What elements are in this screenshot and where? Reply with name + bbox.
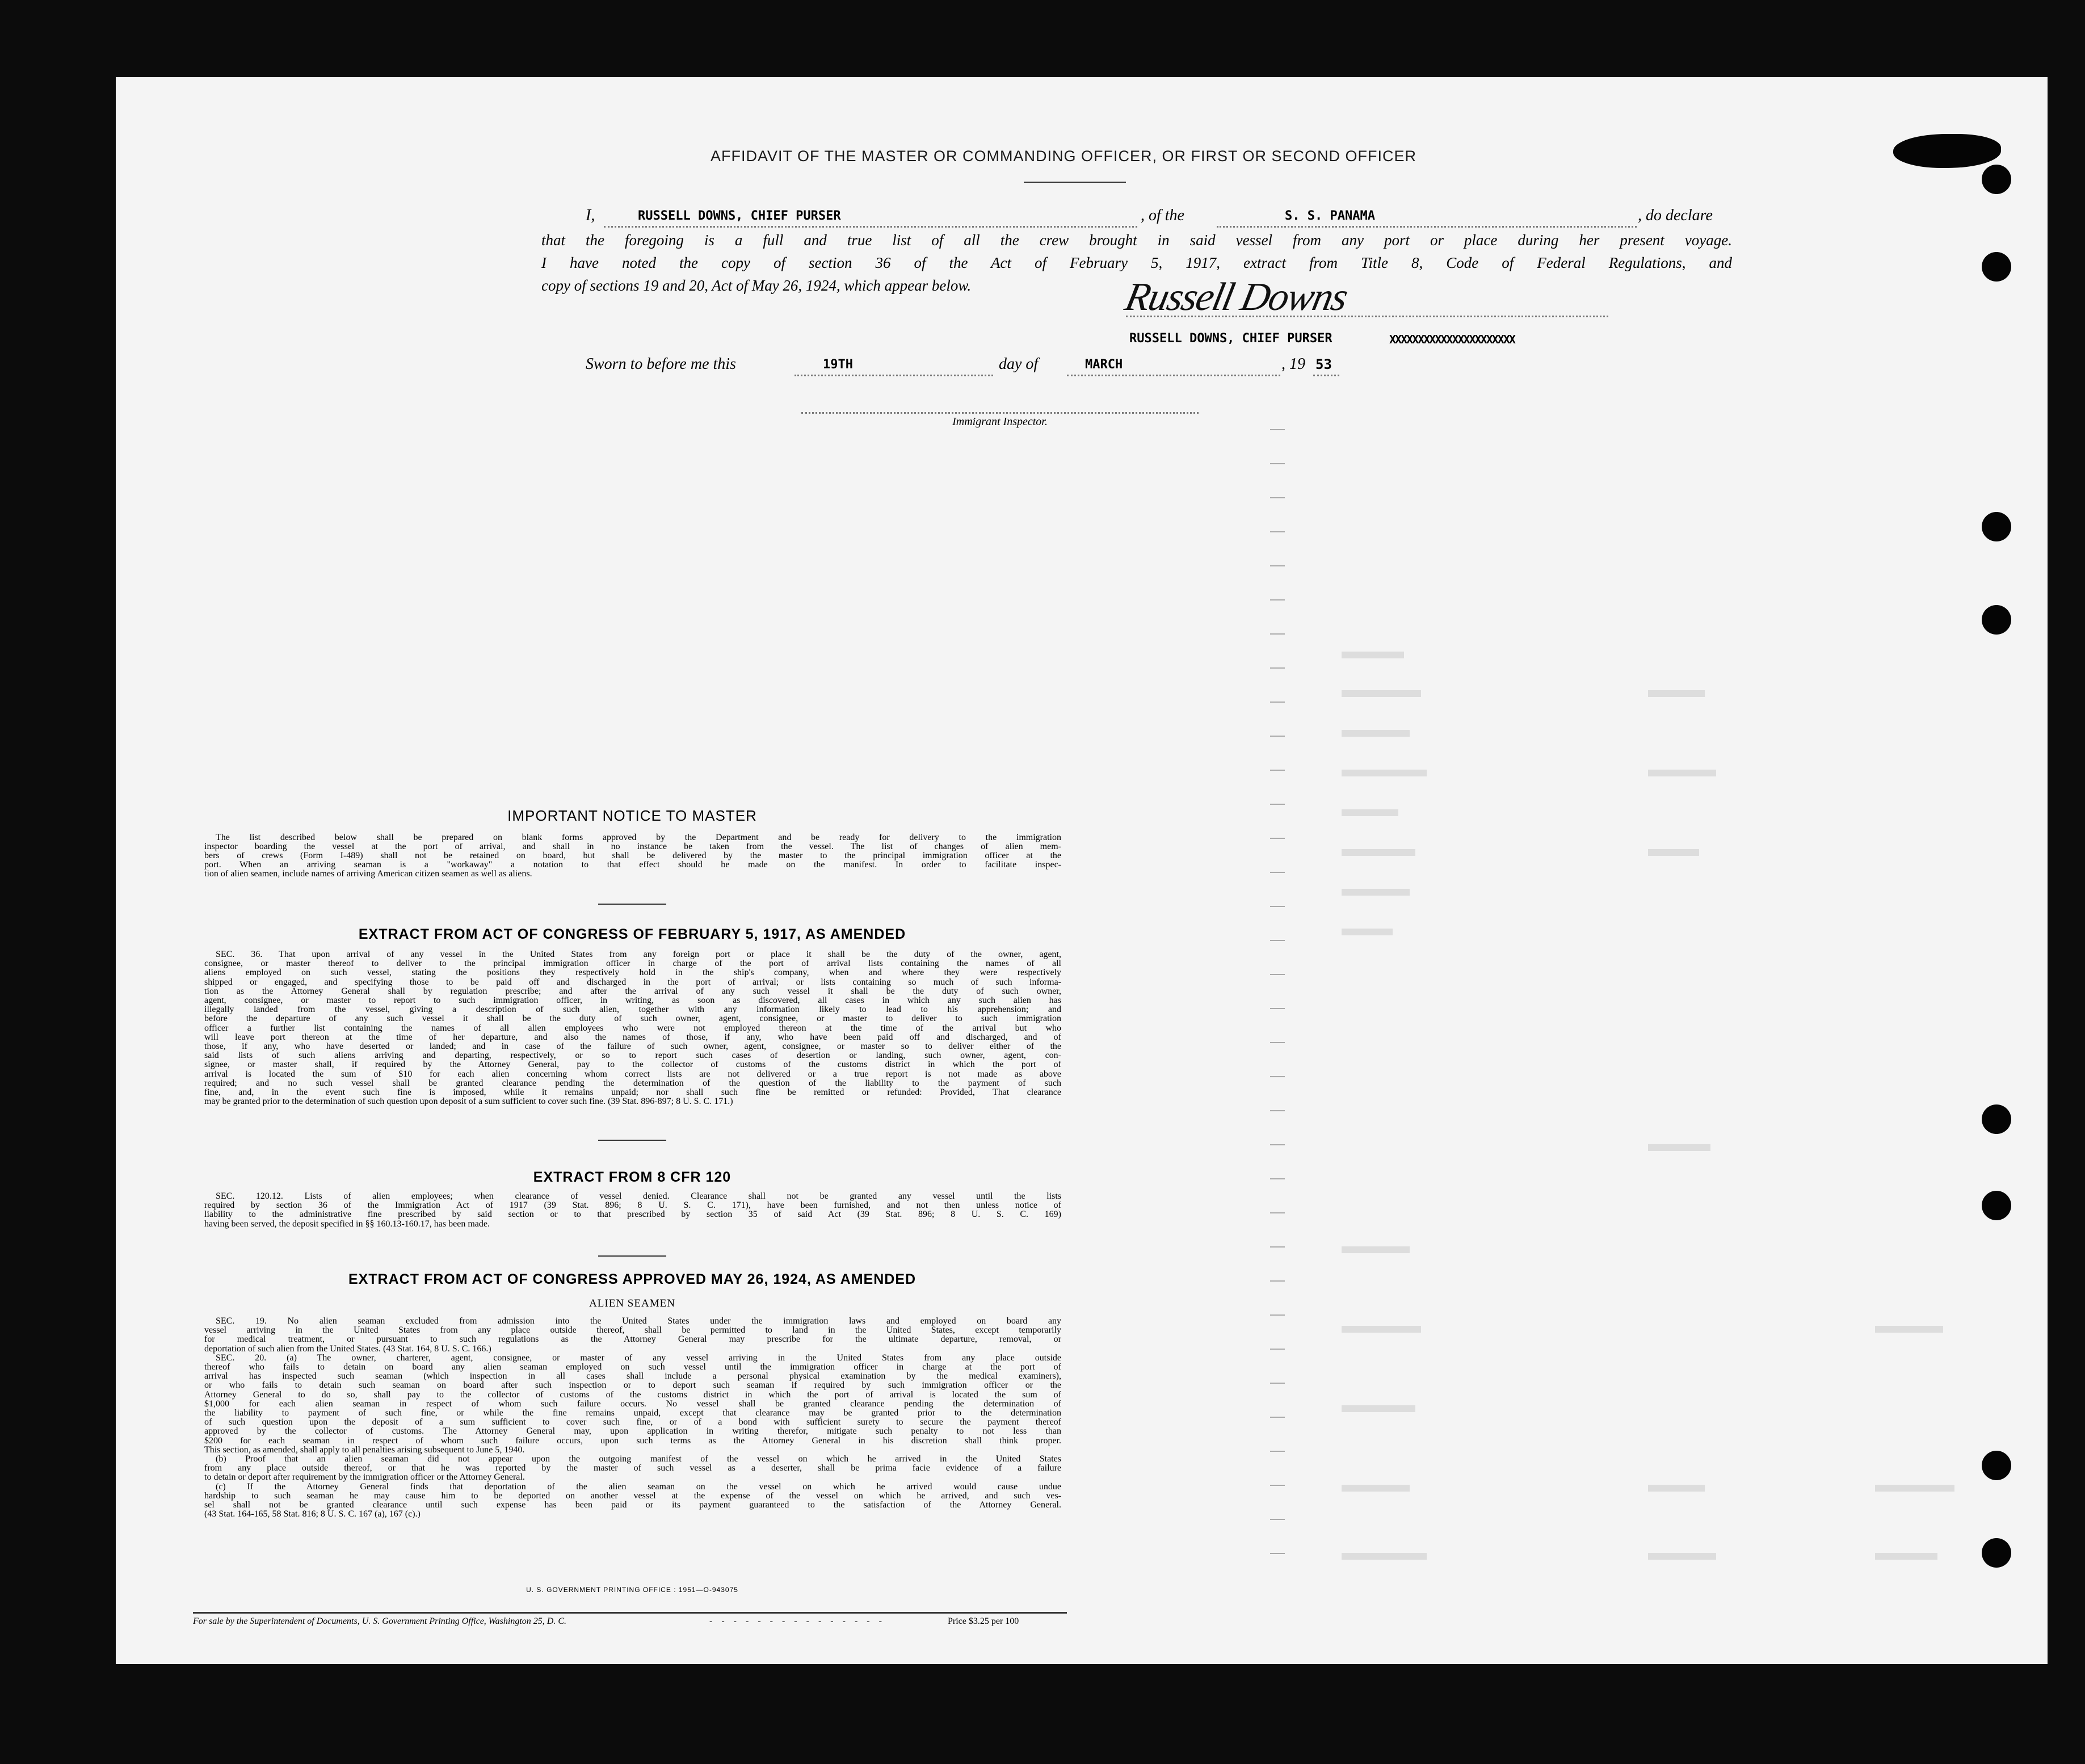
bleed-mark: [1270, 1314, 1285, 1316]
bleed-mark: [1342, 889, 1410, 896]
extract-cfr-line: having been served, the deposit specified in §§ 160.13-160.17, has been made.: [204, 1219, 490, 1229]
extract-cfr-line: SEC. 120.12. Lists of alien employees; when clearance of vessel denied. Clearance shall not be granted any vessel until the lists: [216, 1192, 1061, 1201]
extract-1917-line: agent, consignee, or master to report to such immigration officer, in writing, as soon as discovered, all cases in which any such alien has: [204, 996, 1061, 1006]
notice-line: port. When an arriving seaman is a "workaway" a notation to that effect should be made on the manifest. In order to facilitate inspec-: [204, 860, 1061, 870]
extract-1924-line: (b) Proof that an alien seaman did not appear upon the outgoing manifest of the vessel on which he arrived in the United States: [216, 1455, 1061, 1464]
extract-1924-line: This section, as amended, shall apply to all penalties arising subsequent to June 5, 1940.: [204, 1445, 525, 1455]
bleed-mark: [1270, 565, 1285, 566]
notice-line: The list described below shall be prepared on blank forms approved by the Department and be ready for delivery to the immigration: [216, 833, 1061, 842]
inspector-label: Immigrant Inspector.: [952, 415, 1048, 428]
extract-1917-line: required; and no such vessel shall be granted clearance pending the determination of the question of the liability to the payment of such: [204, 1078, 1061, 1088]
footer-rule: [193, 1612, 1067, 1614]
extract-1924-line: to detain or deport after requirement by the immigration officer or the Attorney General.: [204, 1473, 525, 1482]
bleed-mark: [1270, 1076, 1285, 1077]
extract-1917-line: fine, and, in the event such fine is imposed, while it remains unpaid; nor shall such fine be remitted or refunded: Provided, That clearance: [204, 1088, 1061, 1098]
bleed-mark: [1270, 1553, 1285, 1554]
bleed-mark: [1270, 633, 1285, 635]
extract-1924-line: approved by the collector of customs. The Attorney General may, upon application in writing therefor, mitigate such penalty to not less than: [204, 1427, 1061, 1437]
sworn-day-line: [795, 356, 993, 376]
bleed-mark: [1648, 1144, 1710, 1151]
bleed-mark: [1270, 1178, 1285, 1179]
vessel-name: S. S. PANAMA: [1285, 209, 1375, 223]
notice-line: bers of crews (Form I-489) shall not be retained on board, but shall be delivered by the master to the principal immigration officer at the: [204, 851, 1061, 860]
bleed-mark: [1342, 730, 1410, 737]
extract-cfr-body: [204, 1192, 1061, 1229]
sworn-year: 53: [1315, 356, 1332, 372]
extract-1924-line: or who fails to detain such seaman on board after such inspection or to deport such seaman if required by such immigration officer or the: [204, 1381, 1061, 1391]
bleed-mark: [1270, 770, 1285, 771]
bleed-mark: [1270, 1349, 1285, 1350]
notice-divider: [598, 904, 666, 905]
bleed-mark: [1270, 667, 1285, 669]
ink-smudge: [1893, 134, 2001, 168]
punch-hole: [1982, 1538, 2011, 1568]
affidavit-line-4: copy of sections 19 and 20, Act of May 26, 1924, which appear below.: [541, 277, 972, 294]
officer-name-line: [604, 208, 1137, 228]
bleed-mark: [1342, 1246, 1410, 1253]
extract-1924-line: arrival has inspected such seaman (which inspection in all cases shall include a personal physical examination by the medical examiners),: [204, 1372, 1061, 1381]
extract-1924-line: from any place outside thereof, or that he was reported by the master of such vessel as a deserter, shall be prima facie evidence of a failure: [204, 1464, 1061, 1473]
year-line: [1313, 356, 1339, 376]
sworn-day: 19TH: [823, 358, 853, 372]
bleed-mark: [1270, 736, 1285, 737]
extract-1924-line: deportation of such alien from the United States. (43 Stat. 164, 8 U. S. C. 166.): [204, 1344, 491, 1354]
bleed-mark: [1875, 1553, 1937, 1560]
do-declare-label: , do declare: [1638, 207, 1713, 224]
bleed-mark: [1342, 1553, 1427, 1560]
punch-hole: [1982, 605, 2011, 635]
bleed-mark: [1270, 1008, 1285, 1009]
vessel-name-line: [1217, 208, 1637, 228]
bleed-mark: [1270, 804, 1285, 805]
punch-hole: [1982, 1191, 2011, 1220]
extract-1924-line: $1,000 for each alien seaman in respect of whom such failure occurs. No vessel shall be granted clearance pending the determination of: [204, 1399, 1061, 1409]
gpo-imprint: U. S. GOVERNMENT PRINTING OFFICE : 1951—O-943075: [526, 1586, 738, 1594]
footer-price: Price $3.25 per 100: [948, 1616, 1019, 1626]
bleed-mark: [1342, 1326, 1421, 1333]
extract-1924-line: hardship to such seaman he may cause him to be deported on another vessel at the expense of the vessel on which he arrived, and such ves-: [204, 1491, 1061, 1501]
footer-sale-text: For sale by the Superintendent of Documents, U. S. Government Printing Office, Washington 25, D. C.: [193, 1616, 566, 1626]
bleed-mark: [1648, 770, 1716, 776]
extract-1917-line: before the departure of any such vessel it shall be the duty of such owner, agent, consignee, or master to deliver to such immigration: [204, 1014, 1061, 1024]
bleed-mark: [1342, 690, 1421, 697]
sworn-month-line: [1067, 356, 1280, 376]
day-of-label: day of: [999, 355, 1039, 373]
signature-typed-name: RUSSELL DOWNS, CHIEF PURSER: [1129, 331, 1332, 346]
bleed-mark: [1270, 838, 1285, 839]
bleed-mark: [1342, 849, 1415, 856]
affidavit-line-2: that the foregoing is a full and true list of all the crew brought in said vessel from any port or place during her present voyage.: [541, 232, 1732, 249]
sworn-label: Sworn to before me this: [586, 355, 736, 373]
bleed-mark: [1875, 1326, 1943, 1333]
bleed-mark: [1270, 1110, 1285, 1111]
notice-line: inspector boarding the vessel at the port of arrival, and shall in no instance be taken from the vessel. The list of changes of alien mem-: [204, 842, 1061, 851]
bleed-mark: [1270, 1451, 1285, 1452]
punch-hole: [1982, 1451, 2011, 1480]
bleed-mark: [1342, 1485, 1410, 1492]
extract-1924-line: (c) If the Attorney General finds that deportation of the alien seaman on the vessel on which he arrived would cause undue: [216, 1482, 1061, 1492]
bleed-mark: [1270, 463, 1285, 464]
officer-name: RUSSELL DOWNS, CHIEF PURSER: [638, 209, 841, 223]
bleed-mark: [1270, 1280, 1285, 1282]
bleed-mark: [1270, 1246, 1285, 1248]
punch-hole: [1982, 1104, 2011, 1134]
bleed-mark: [1270, 940, 1285, 941]
punch-hole: [1982, 165, 2011, 194]
bleed-mark: [1270, 1485, 1285, 1486]
bleed-mark: [1342, 929, 1393, 935]
struck-title: XXXXXXXXXXXXXXXXXXXXXX: [1389, 333, 1515, 346]
bleed-mark: [1648, 1553, 1716, 1560]
bleed-mark: [1270, 497, 1285, 498]
extract-1917-line: illegally landed from the vessel, giving a description of such alien, together with any information likely to lead to his apprehension; and: [204, 1005, 1061, 1015]
extract-1917-title: EXTRACT FROM ACT OF CONGRESS OF FEBRUARY 5, 1917, AS AMENDED: [358, 926, 906, 942]
extract-1917-divider: [598, 1140, 666, 1141]
extract-1917-line: tion as the Attorney General shall by regulation prescribe; and after the arrival of any such vessel it shall be the duty of such owner,: [204, 986, 1061, 996]
affidavit-i-label: I,: [586, 207, 595, 224]
bleed-mark: [1270, 906, 1285, 907]
inspector-signature-line: [801, 411, 1199, 414]
bleed-mark: [1270, 599, 1285, 600]
punch-hole: [1982, 512, 2011, 541]
extract-1924-line: SEC. 20. (a) The owner, charterer, agent, consignee, or master of any vessel arriving in the United States from any place outside: [216, 1353, 1061, 1363]
extract-1917-line: may be granted prior to the determination of such question upon deposit of a sum sufficient to cover such fine. (39 Stat. 896-897; 8 U. S. C. 171.): [204, 1097, 733, 1107]
extract-1924-line: Attorney General to do so, shall pay to the collector of customs of the customs district in which the port of arrival is located the sum of: [204, 1390, 1061, 1400]
bleed-mark: [1648, 690, 1705, 697]
notice-title: IMPORTANT NOTICE TO MASTER: [507, 807, 757, 824]
extract-cfr-line: required by section 36 of the Immigration Act of 1917 (39 Stat. 896; 8 U. S. C. 171), have been furnished, and not then unless notice of: [204, 1201, 1061, 1211]
extract-1917-line: officer a further list containing the names of all alien employees who were not employed thereon at the time of the arrival but who: [204, 1023, 1061, 1033]
extract-1917-line: will leave port thereon at the time of her departure, and also the names of those, if any, who have been paid off and discharged, and of: [204, 1032, 1061, 1042]
bleed-mark: [1270, 1144, 1285, 1145]
bleed-mark: [1270, 1042, 1285, 1043]
affidavit-line-3: I have noted the copy of section 36 of the Act of February 5, 1917, extract from Title 8, Code of Federal Regulations, and: [541, 254, 1732, 271]
extract-cfr-line: liability to the administrative fine prescribed by said section or to that prescribed by section 35 of said Act (39 Stat. 896; 8 U. S. C. 169): [204, 1210, 1061, 1220]
extract-1924-line: SEC. 19. No alien seaman excluded from admission into the United States under the immigration laws and employed on board any: [216, 1317, 1061, 1326]
extract-1917-line: arrival is located the sum of $10 for each alien concerning whom correct lists are not delivered or a true report is not made as above: [204, 1069, 1061, 1079]
bleed-mark: [1270, 872, 1285, 873]
bleed-mark: [1342, 652, 1404, 658]
bleed-mark: [1342, 1405, 1415, 1412]
extract-cfr-title: EXTRACT FROM 8 CFR 120: [533, 1169, 732, 1185]
extract-1917-line: those, if any, who have deserted or landed; and in case of the failure of such owner, agent, consignee, or master so to deliver either of the: [204, 1042, 1061, 1052]
bleed-mark: [1270, 1212, 1285, 1213]
extract-1917-body: [204, 950, 1061, 1106]
extract-1917-line: aliens employed on such vessel, stating the positions they respectively hold in the ship's company, when and where they were respectively: [204, 968, 1061, 978]
extract-1924-body: [204, 1317, 1061, 1519]
affidavit-title: AFFIDAVIT OF THE MASTER OR COMMANDING OFFICER, OR FIRST OR SECOND OFFICER: [710, 148, 1417, 165]
extract-1924-line: thereof who fails to detain on board any alien seaman employed on such vessel until the immigration officer in charge at the port of: [204, 1363, 1061, 1372]
bleed-mark: [1270, 1417, 1285, 1418]
bleed-mark: [1648, 1485, 1705, 1492]
extract-1924-line: $200 for each seaman in respect of whom such failure occurs, upon such terms as the Attorney General in his discretion shall think proper.: [204, 1436, 1061, 1446]
bleed-mark: [1270, 1519, 1285, 1520]
bleed-mark: [1270, 429, 1285, 430]
extract-cfr-divider: [598, 1255, 666, 1257]
extract-1924-subtitle: ALIEN SEAMEN: [589, 1297, 675, 1309]
notice-body: [204, 833, 1061, 879]
sworn-month: MARCH: [1085, 358, 1123, 372]
extract-1917-line: consignee, or master thereof to deliver to the principal immigration officer in charge of the port of arrival lists containing the names of all: [204, 959, 1061, 969]
bleed-mark: [1342, 770, 1427, 776]
extract-1924-line: (43 Stat. 164-165, 58 Stat. 816; 8 U. S. C. 167 (a), 167 (c).): [204, 1510, 421, 1519]
footer-dashes: - - - - - - - - - - - - - - -: [709, 1616, 885, 1626]
form-page: [116, 77, 2048, 1664]
bleed-mark: [1270, 1383, 1285, 1384]
handwritten-signature: Russell Downs: [1121, 275, 1351, 319]
of-the-label: , of the: [1141, 207, 1184, 224]
extract-1917-line: said lists of such aliens arriving and departing, respectively, or so to report such cases of desertion or landing, such owner, agent, con-: [204, 1051, 1061, 1061]
notice-line: tion of alien seamen, include names of arriving American citizen seamen as well as aliens.: [204, 870, 532, 879]
extract-1924-line: sel shall not be granted clearance until such expense has been paid or its payment guaranteed to the satisfaction of the Attorney General.: [204, 1501, 1061, 1510]
extract-1924-line: the liability to payment of such fine, or while the fine remains unpaid, except that clearance may be granted prior to the determination: [204, 1409, 1061, 1418]
signature-line: [1126, 314, 1608, 317]
extract-1917-line: shipped or engaged, and specifying those to be paid off and discharged in the port of arrival; or lists containing so much of such informa-: [204, 977, 1061, 987]
extract-1924-line: for medical treatment, or pursuant to such regulations as the Attorney General may prescribe for the ultimate departure, removal, or: [204, 1335, 1061, 1345]
bleed-mark: [1875, 1485, 1954, 1492]
extract-1917-line: SEC. 36. That upon arrival of any vessel in the United States from any foreign port or place it shall be the duty of the owner, agent,: [216, 950, 1061, 959]
bleed-mark: [1270, 531, 1285, 532]
extract-1924-line: of such question upon the deposit of a sum sufficient to cover such fine, or of a bond with sufficient surety to secure the payment thereof: [204, 1418, 1061, 1427]
extract-1924-line: vessel arriving in the United States from any place outside thereof, shall be permitted to land in the United States, except temporarily: [204, 1326, 1061, 1335]
bleed-mark: [1648, 849, 1699, 856]
extract-1924-title: EXTRACT FROM ACT OF CONGRESS APPROVED MAY 26, 1924, AS AMENDED: [348, 1271, 917, 1287]
title-divider: [1024, 182, 1126, 183]
year-prefix: , 19: [1281, 355, 1305, 373]
extract-1917-line: signee, or master shall, if required by the Attorney General, pay to the collector of customs of the customs district in which the port of: [204, 1060, 1061, 1070]
bleed-mark: [1270, 702, 1285, 703]
bleed-mark: [1270, 974, 1285, 975]
bleed-mark: [1342, 809, 1398, 816]
punch-hole: [1982, 252, 2011, 282]
